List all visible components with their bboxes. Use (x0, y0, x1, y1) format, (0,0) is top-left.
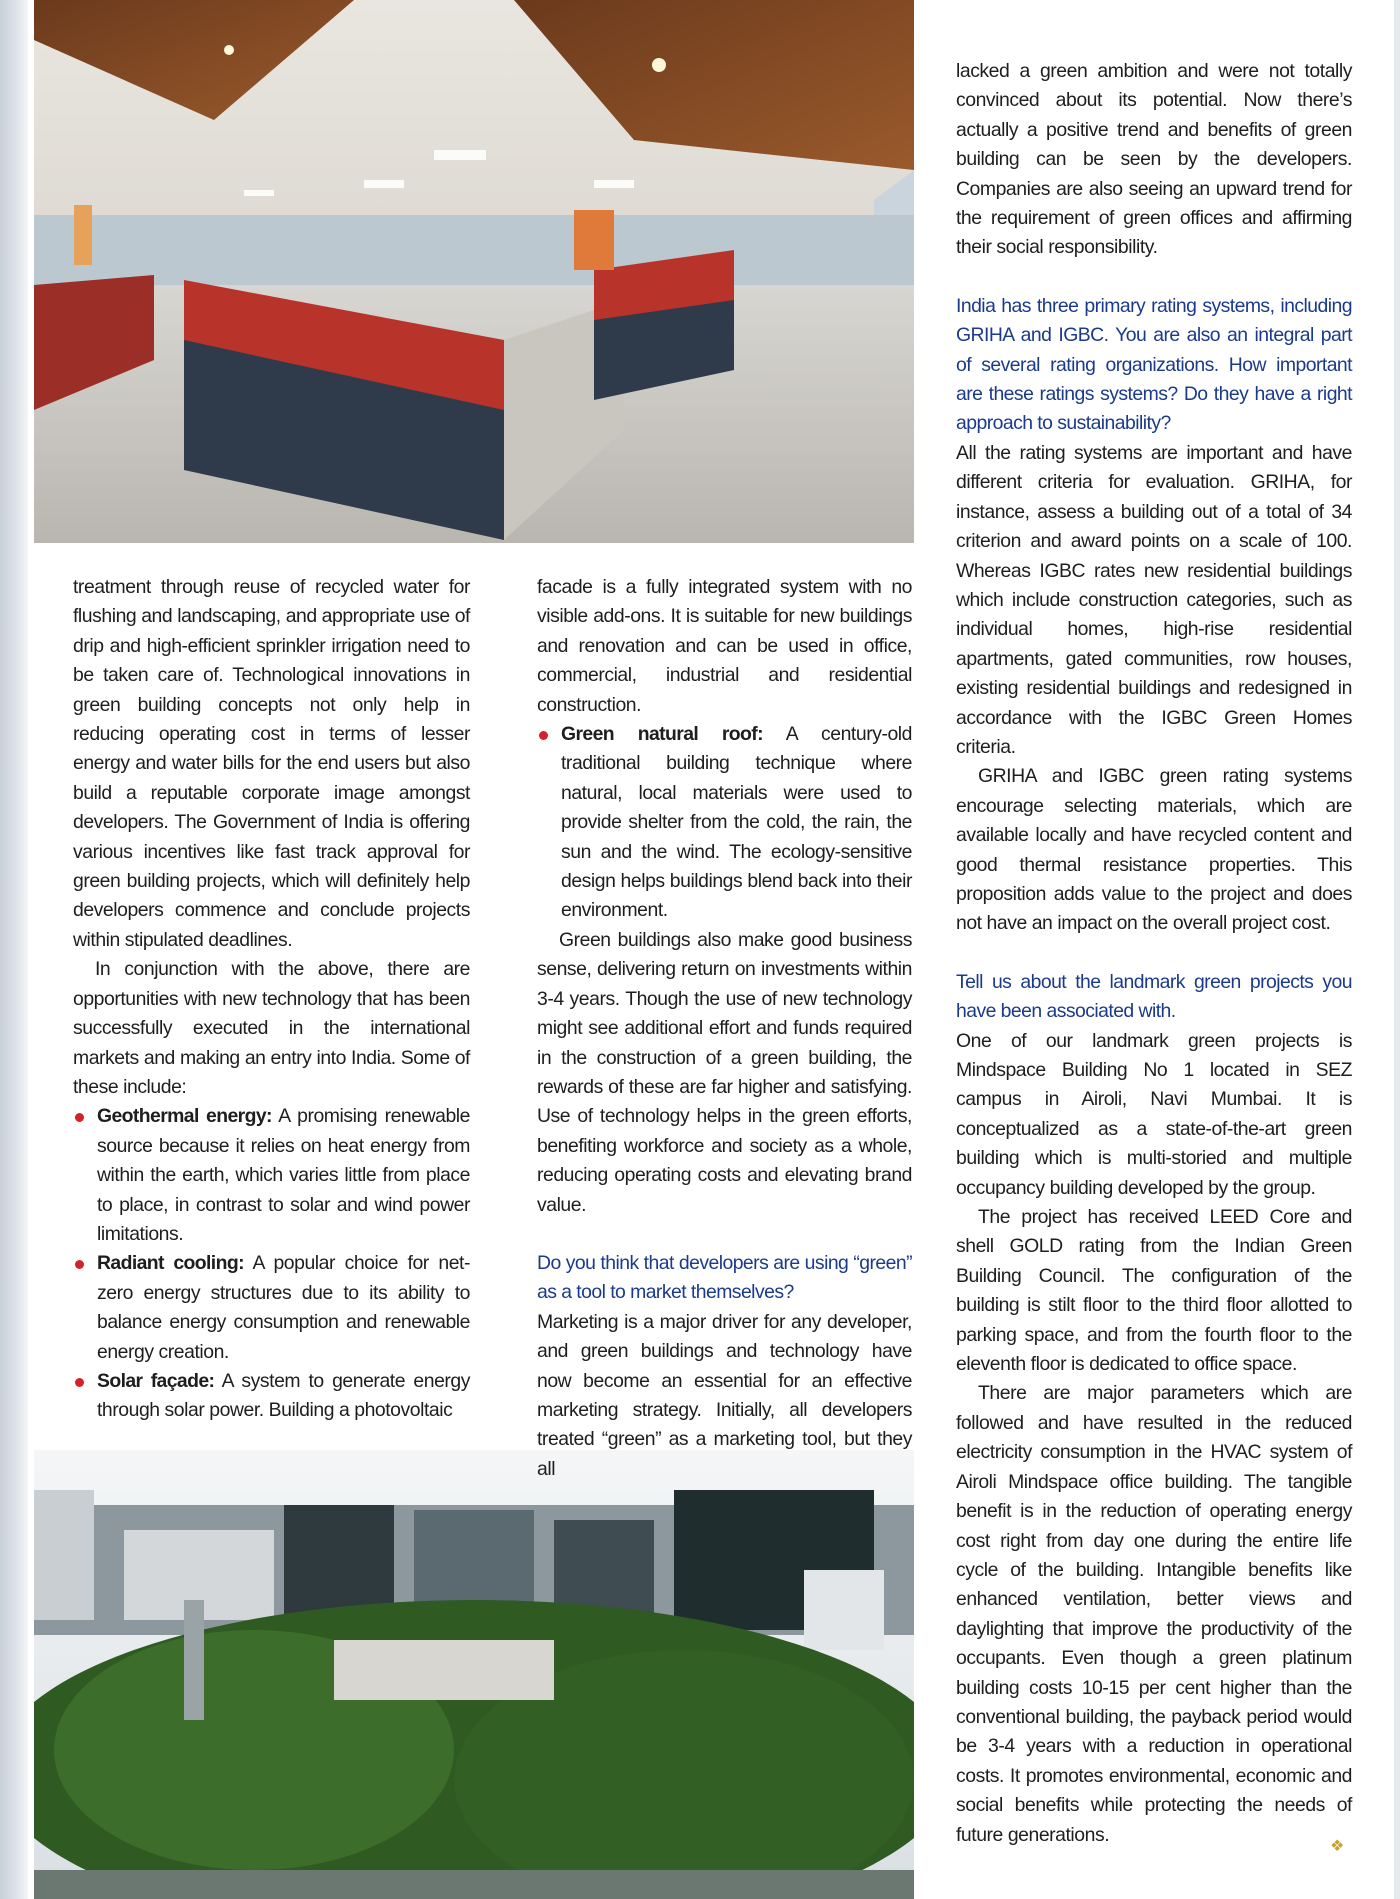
paragraph: One of our landmark green projects is Mindspace Building No 1 located in SEZ campus in Airoli, Navi Mumbai. It is conceptualized as a state-of-the-art green building which is multi-storied and multiple occupancy building developed by the group. (956, 1029, 1352, 1199)
office-interior-photo (34, 0, 914, 543)
spacer (537, 1220, 912, 1249)
paragraph: In conjunction with the above, there are opportunities with new technology that has been successfully executed in the international markets and making an entry into India. Some of these include: (73, 958, 470, 1098)
diamond-ornament-icon: ❖ (1330, 1838, 1345, 1855)
bullet-term: Green natural roof: (561, 723, 764, 746)
paragraph: Green buildings also make good business sense, delivering return on investments within 3-4 years. Though the use of new technology might see additional effort and funds required in the construction of a green building, the rewards of these are far higher and satisfying. Use of technology helps in the green efforts, benefiting workforce and society as a whole, reducing operating costs and elevating brand value. (537, 928, 912, 1216)
list-item (73, 1367, 470, 1426)
list-item (73, 1249, 470, 1367)
spacer (956, 263, 1352, 292)
bullet-text: A popular choice for net-zero energy structures due to its ability to balance energy consumption and renewable energy creation. (97, 1252, 470, 1363)
paragraph: treatment through reuse of recycled water for flushing and landscaping, and appropriate use of drip and high-efficient sprinkler irrigation need to be taken care of. Technological innovations in green building concepts not only help in reducing operating cost in terms of lesser energy and water bills for the end users but also build a reputable corporate image amongst developers. The Government of India is offering various incentives like fast track approval for green building projects, which will definitely help developers commence and conclude projects within stipulated deadlines. (73, 576, 470, 951)
page-edge (0, 0, 28, 1899)
bullet-term: Geothermal energy: (97, 1105, 272, 1128)
interview-question: Do you think that developers are using “green” as a tool to market themselves? (537, 1251, 912, 1304)
spacer (956, 939, 1352, 968)
technology-list (73, 1102, 470, 1425)
bullet-term: Radiant cooling: (97, 1252, 244, 1275)
paragraph: facade is a fully integrated system with no visible add-ons. It is suitable for new buildings and renovation and can be used in office, commercial, industrial and residential construction. (537, 576, 912, 716)
interview-question: Tell us about the landmark green projects you have been associated with. (956, 970, 1352, 1023)
page-edge-right (1394, 0, 1400, 1899)
bullet-text: A century-old traditional building technique where natural, local materials were used to provide shelter from the cold, the rain, the sun and the wind. The ecology-sensitive design helps buildings blend back into their environment. (561, 723, 912, 922)
campus-aerial-photo (34, 1450, 914, 1899)
paragraph: All the rating systems are important and have different criteria for evaluation. GRIHA, for instance, assess a building out of a total of 34 criterion and award points on a scale of 100. Whereas IGBC rates new residential buildings which include construction categories, such as individual homes, high-rise residential apartments, gated communities, row houses, existing residential buildings and redesigned in accordance with the IGBC Green Homes criteria. (956, 441, 1352, 758)
paragraph: There are major parameters which are followed and have resulted in the reduced electricity consumption in the HVAC system of Airoli Mindspace office building. The tangible benefit is in the reduction of operating energy cost right from day one during the entire life cycle of the building. Intangible benefits like enhanced ventilation, better views and daylighting that improve the productivity of the occupants. Even though a green platinum building costs 10-15 per cent higher than the conventional building, the payback period would be 3-4 years with a reduction in operational costs. It promotes environmental, economic and social benefits while protecting the needs of future generations. (956, 1382, 1352, 1846)
paragraph: lacked a green ambition and were not totally convinced about its potential. Now there’s actually a positive trend and benefits of green building can be seen by the developers. Companies are also seeing an upward trend for the requirement of green offices and affirming their social responsibility. (956, 60, 1352, 259)
interview-question: India has three primary rating systems, including GRIHA and IGBC. You are also an integral part of several rating organizations. How important are these ratings systems? Do they have a right approach to sustainability? (956, 294, 1352, 435)
text-column-2 (537, 573, 912, 1484)
list-item (73, 1102, 470, 1249)
list-item (537, 720, 912, 926)
text-column-1 (73, 573, 470, 1426)
paragraph: Marketing is a major driver for any developer, and green buildings and technology have now become an essential for an effective marketing strategy. Initially, all developers treated “green” as a marketing tool, but they all (537, 1310, 912, 1480)
bullet-text: A system to generate energy through solar power. Building a photovoltaic (97, 1369, 470, 1422)
text-column-3 (956, 57, 1352, 1850)
paragraph: The project has received LEED Core and shell GOLD rating from the Indian Green Building Council. The configuration of the building is stilt floor to the third floor allotted to parking space, and from the fourth floor to the eleventh floor is dedicated to office space. (956, 1206, 1352, 1376)
technology-list-cont (537, 720, 912, 926)
paragraph: GRIHA and IGBC green rating systems encourage selecting materials, which are available locally and have recycled content and good thermal resistance properties. This proposition adds value to the project and does not have an impact on the overall project cost. (956, 765, 1352, 935)
bullet-term: Solar façade: (97, 1369, 215, 1392)
bullet-text: A promising renewable source because it relies on heat energy from within the earth, which varies little from place to place, in contrast to solar and wind power limitations. (97, 1105, 471, 1245)
